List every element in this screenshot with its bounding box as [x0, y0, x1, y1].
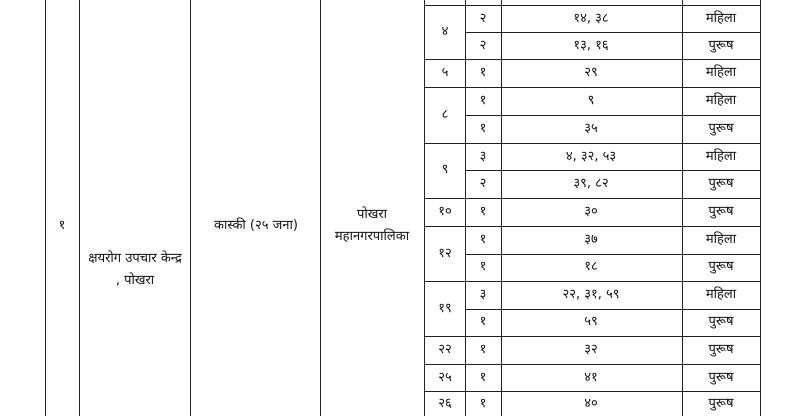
ward-cell: २६: [438, 396, 452, 411]
row-line: [425, 226, 761, 227]
count-cell: १: [479, 259, 487, 274]
gender-cell: पुरूष: [708, 342, 734, 357]
ages-cell: १४, ३८: [573, 11, 609, 26]
ages-cell: ४, ३२, ५३: [565, 149, 617, 164]
ward-cell: ९: [441, 162, 449, 177]
ages-cell: ३५: [584, 121, 598, 136]
serial-number: १: [58, 218, 66, 233]
gender-cell: महिला: [705, 65, 737, 80]
ward-cell: १०: [438, 204, 452, 219]
col-line-serial: [79, 0, 80, 416]
count-cell: १: [479, 342, 487, 357]
gender-cell: पुरूष: [708, 396, 734, 411]
ward-cell: १९: [438, 301, 452, 316]
institution-name: क्षयरोग उपचार केन्द्र , पोखरा: [88, 251, 182, 288]
gender-cell: महिला: [705, 287, 737, 302]
count-cell: १: [479, 65, 487, 80]
ward-cell: २२: [438, 342, 452, 357]
row-line: [466, 32, 761, 33]
row-line: [466, 170, 761, 171]
ages-cell: १३, १६: [573, 38, 609, 53]
ages-cell: ९: [587, 93, 595, 108]
gender-cell: पुरूष: [708, 176, 734, 191]
top-row-line: [425, 5, 761, 6]
gender-cell: महिला: [705, 93, 737, 108]
count-cell: १: [479, 93, 487, 108]
row-line: [425, 198, 761, 199]
ward-cell: २५: [438, 370, 452, 385]
ward-cell: ८: [441, 107, 449, 122]
gender-cell: महिला: [705, 149, 737, 164]
ages-cell: ३२: [584, 342, 598, 357]
count-cell: २: [479, 176, 487, 191]
count-cell: २: [479, 38, 487, 53]
col-line-left: [45, 0, 46, 416]
count-cell: १: [479, 121, 487, 136]
col-line-ward: [465, 0, 466, 416]
district-name: कास्की (२५ जना): [214, 218, 298, 233]
row-line: [425, 143, 761, 144]
gender-cell: पुरूष: [708, 121, 734, 136]
gender-cell: महिला: [705, 11, 737, 26]
col-line-ages: [682, 0, 683, 416]
col-line-municipality: [424, 0, 425, 416]
ages-cell: ३७: [584, 232, 598, 247]
ward-cell: ५: [441, 65, 449, 80]
ages-cell: १८: [584, 259, 598, 274]
count-cell: १: [479, 396, 487, 411]
row-line: [425, 87, 761, 88]
ward-cell: ४: [441, 24, 449, 39]
row-line: [425, 391, 761, 392]
ages-cell: २२, ३१, ५९: [562, 287, 620, 302]
row-line: [466, 254, 761, 255]
row-line: [466, 115, 761, 116]
row-line: [466, 309, 761, 310]
gender-cell: पुरूष: [708, 38, 734, 53]
gender-cell: महिला: [705, 232, 737, 247]
count-cell: ३: [479, 287, 487, 302]
col-line-right: [760, 0, 761, 416]
count-cell: १: [479, 370, 487, 385]
row-line: [425, 364, 761, 365]
ages-cell: २९: [584, 65, 598, 80]
gender-cell: पुरूष: [708, 314, 734, 329]
count-cell: १: [479, 314, 487, 329]
row-line: [425, 281, 761, 282]
ages-cell: ३०: [584, 204, 598, 219]
gender-cell: पुरूष: [708, 259, 734, 274]
ages-cell: ५९: [584, 314, 598, 329]
row-line: [425, 336, 761, 337]
row-line: [425, 59, 761, 60]
count-cell: १: [479, 232, 487, 247]
col-line-institution: [190, 0, 191, 416]
ages-cell: ३९, ८२: [573, 176, 609, 191]
count-cell: ३: [479, 149, 487, 164]
ages-cell: ४०: [584, 396, 598, 411]
ages-cell: ४१: [584, 370, 598, 385]
gender-cell: पुरूष: [708, 370, 734, 385]
municipality-name: पोखरा महानगरपालिका: [334, 207, 410, 244]
col-line-count: [501, 0, 502, 416]
gender-cell: पुरूष: [708, 204, 734, 219]
ward-cell: १२: [438, 246, 452, 261]
count-cell: १: [479, 204, 487, 219]
count-cell: २: [479, 11, 487, 26]
